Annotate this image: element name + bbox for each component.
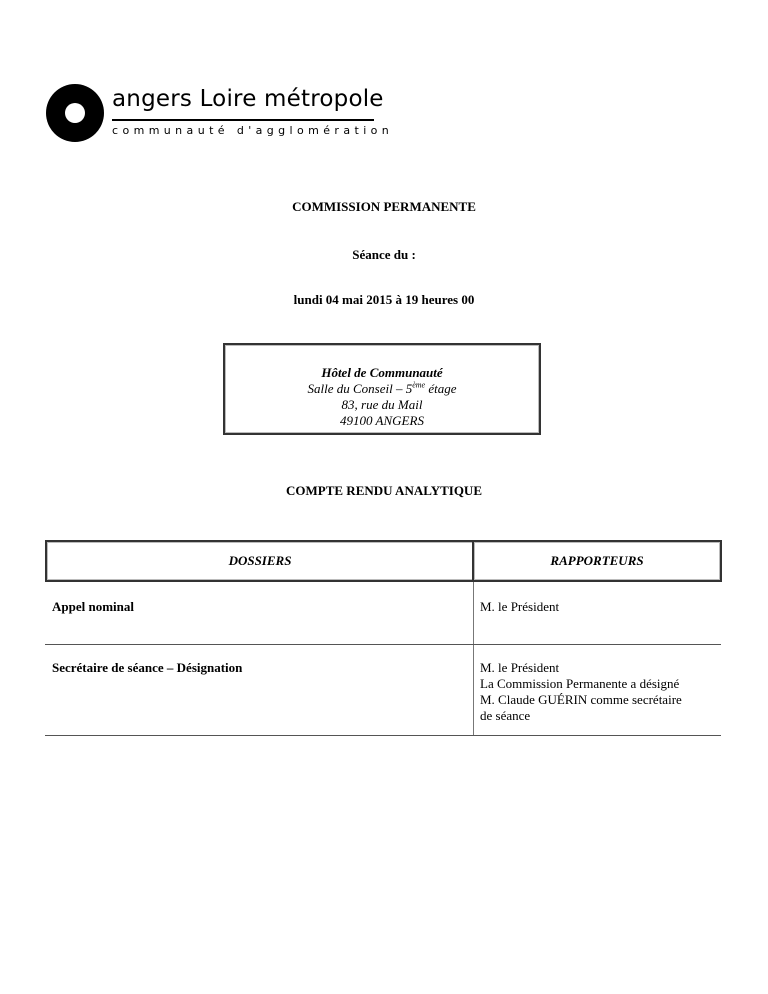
address-box — [223, 343, 541, 435]
table-row-rapporteur: M. le Président — [480, 599, 560, 614]
document-title: COMMISSION PERMANENTE — [292, 199, 476, 214]
table-row-dossier: Appel nominal — [52, 599, 134, 614]
column-divider — [473, 582, 474, 736]
row-divider — [45, 735, 721, 736]
table-row-dossier: Secrétaire de séance – Désignation — [52, 660, 243, 675]
logo-tagline: communauté d'agglomération — [112, 124, 394, 137]
session-label: Séance du : — [352, 247, 416, 262]
session-date: lundi 04 mai 2015 à 19 heures 00 — [293, 292, 475, 307]
organization-logo — [46, 84, 394, 144]
column-header-rapporteurs: RAPPORTEURS — [472, 540, 722, 582]
table-row-rapporteur: M. le Président La Commission Permanente a désigné M. Claude GUÉRIN comme secrétaire de séance — [480, 660, 682, 723]
row-divider — [45, 644, 721, 645]
address-building: Hôtel de Communauté — [321, 365, 443, 380]
logo-name: angers Loire métropole — [112, 86, 384, 112]
address-street: 83, rue du Mail — [341, 397, 423, 412]
address-room: Salle du Conseil – 5ème étage — [307, 380, 457, 396]
column-header-dossiers: DOSSIERS — [45, 540, 475, 582]
address-city: 49100 ANGERS — [340, 413, 424, 428]
logo-divider — [112, 119, 374, 121]
logo-circle-icon — [46, 84, 104, 142]
report-title: COMPTE RENDU ANALYTIQUE — [286, 483, 482, 498]
